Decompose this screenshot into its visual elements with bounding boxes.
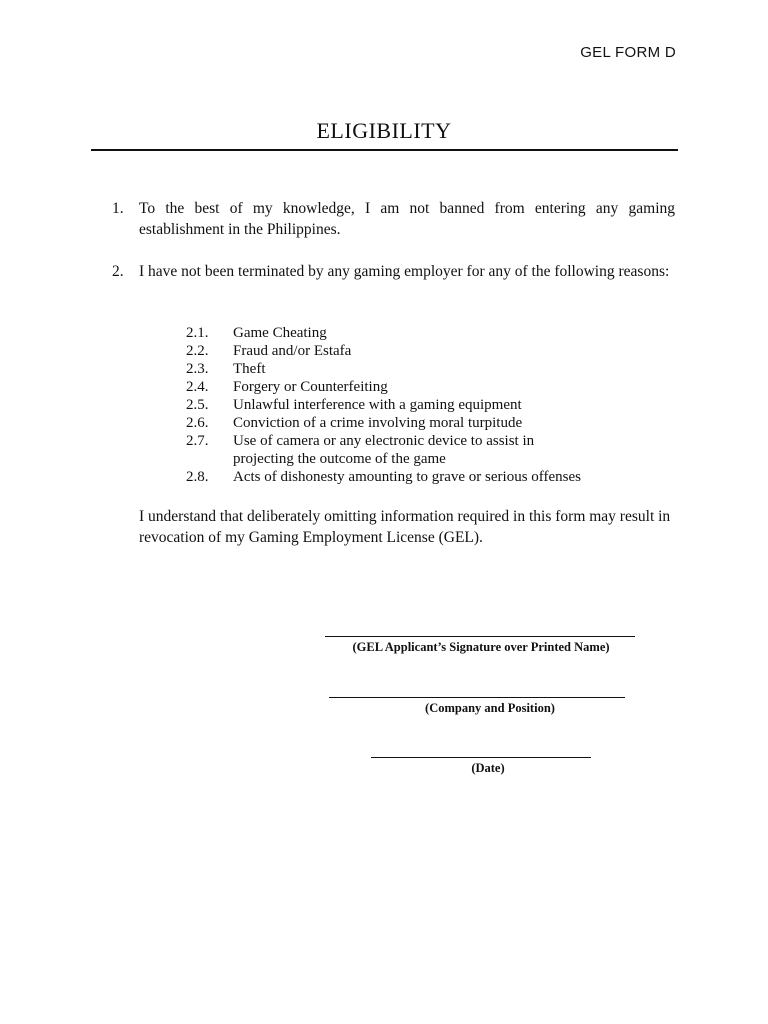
- signature-caption: (GEL Applicant’s Signature over Printed Name): [352, 640, 610, 654]
- sublist-item: [186, 342, 646, 360]
- sublist-item: [186, 432, 576, 468]
- sublist-item-text: Unlawful interference with a gaming equipment: [233, 397, 522, 413]
- title-divider: [91, 149, 678, 151]
- signature-line: [325, 636, 635, 637]
- sublist-item-text: Acts of dishonesty amounting to grave or serious offenses: [233, 469, 581, 485]
- sublist-item: [186, 396, 646, 414]
- sublist-item-number: 2.8.: [186, 469, 209, 485]
- sublist-item-text: Forgery or Counterfeiting: [233, 379, 388, 395]
- sublist-item-text: Game Cheating: [233, 325, 327, 341]
- reasons-sublist: [186, 324, 646, 486]
- sublist-item-number: 2.1.: [186, 325, 209, 341]
- sublist-item-number: 2.7.: [186, 433, 209, 449]
- sublist-item-number: 2.4.: [186, 379, 209, 395]
- signature-line: [371, 757, 591, 758]
- page-title: ELIGIBILITY: [316, 118, 452, 143]
- list-item-2: [112, 261, 675, 282]
- sublist-item-number: 2.3.: [186, 361, 209, 377]
- sublist-item: [186, 324, 646, 342]
- list-item-number: 2.: [112, 263, 124, 280]
- sublist-item: [186, 468, 646, 486]
- form-code: GEL FORM D: [580, 44, 676, 61]
- sublist-item-number: 2.2.: [186, 343, 209, 359]
- list-item-text: I have not been terminated by any gaming employer for any of the following reasons:: [139, 263, 670, 280]
- list-item-1: [112, 198, 675, 240]
- list-item-number: 1.: [112, 200, 124, 217]
- signature-caption: (Company and Position): [425, 701, 555, 715]
- sublist-item-text: Conviction of a crime involving moral turpitude: [233, 415, 523, 431]
- sublist-item-text: Fraud and/or Estafa: [233, 343, 352, 359]
- sublist-item-number: 2.5.: [186, 397, 209, 413]
- signature-caption: (Date): [471, 761, 505, 775]
- signature-line: [329, 697, 625, 698]
- sublist-item: [186, 360, 646, 378]
- acknowledgement-note: I understand that deliberately omitting information required in this form may result in revocation of my Gaming Employment License (GEL).: [139, 508, 671, 546]
- sublist-item: [186, 414, 646, 432]
- sublist-item-text: Use of camera or any electronic device to assist in projecting the outcome of the game: [233, 433, 535, 467]
- sublist-item-text: Theft: [233, 361, 266, 377]
- list-item-text: To the best of my knowledge, I am not banned from entering any gaming establishment in the Philippines.: [139, 200, 675, 238]
- sublist-item: [186, 378, 646, 396]
- sublist-item-number: 2.6.: [186, 415, 209, 431]
